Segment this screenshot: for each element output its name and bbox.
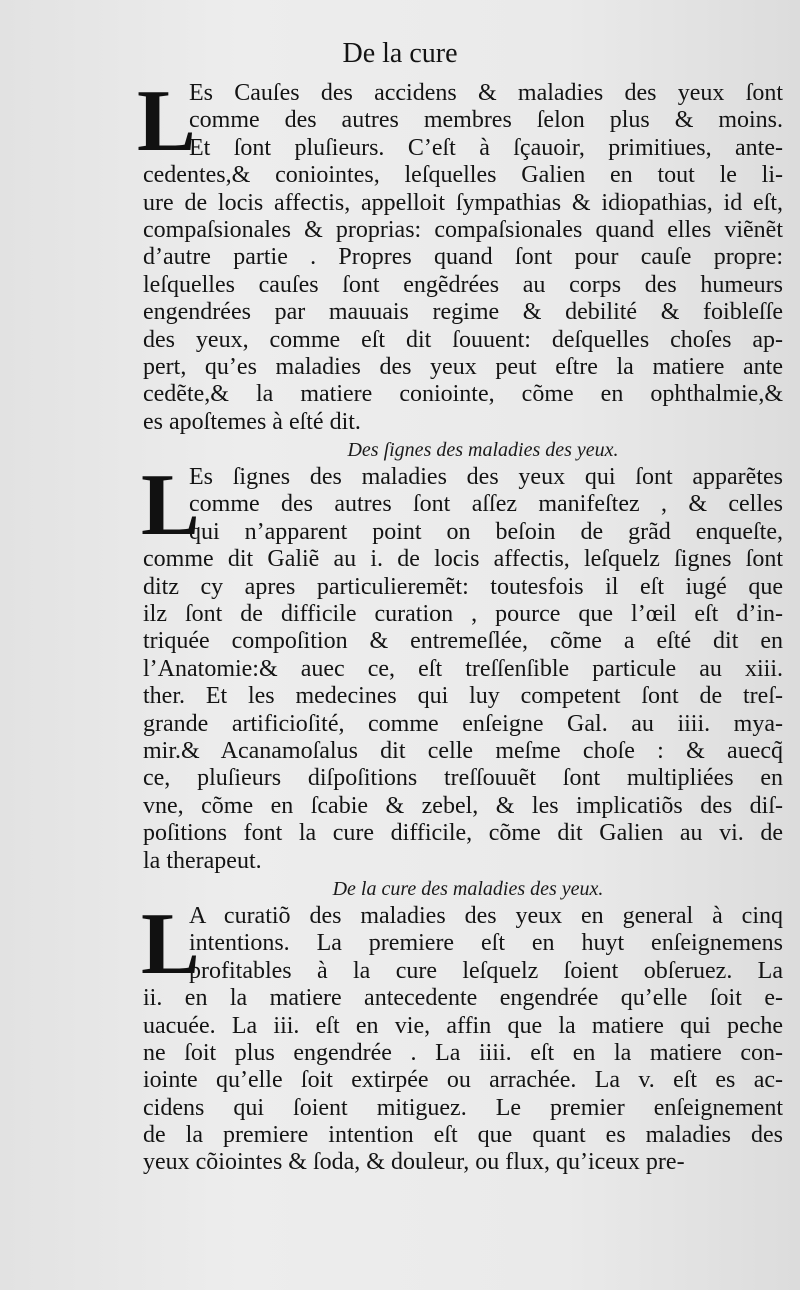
- text-line: Es Cauſes des accidens & maladies des yeux ſont: [189, 80, 783, 106]
- text-line: comme des autres ſont aſſez manifeſtez , & celles: [189, 491, 783, 518]
- text-line: iointe qu’elle ſoit extirpée ou arrachée. La v. eſt es ac-: [143, 1067, 783, 1094]
- text-line: ditz cy apres particulieremẽt: toutesfois il eſt iugé que: [143, 573, 783, 600]
- paragraph-cure: [141, 895, 783, 1177]
- text-line: profitables à la cure leſquelz ſoient obſeruez. La: [189, 957, 783, 984]
- text-line: vne, cõme en ſcabie & zebel, & les implicatiõs des diſ-: [143, 792, 783, 819]
- paragraph-causes: [137, 73, 783, 436]
- text-line: yeux cõiointes & ſoda, & douleur, ou flux, qu’iceux pre-: [143, 1149, 685, 1176]
- drop-cap: L: [141, 895, 200, 993]
- text-line: ne ſoit plus engendrée . La iiii. eſt en la matiere con-: [143, 1039, 783, 1066]
- text-line: ure de locis affectis, appelloit ſympathias & idiopathias, id eſt,: [143, 189, 783, 216]
- text-line: poſitions font la cure difficile, cõme dit Galien au vi. de: [143, 820, 783, 847]
- text-line: comme des autres membres ſelon plus & moins.: [189, 107, 783, 134]
- text-line: intentions. La premiere eſt en huyt enſeignemens: [189, 930, 783, 957]
- text-line: compaſsionales & proprias: compaſsionales quand elles viẽnẽt: [143, 216, 783, 243]
- section-heading: Des ſignes des maladies des yeux.: [347, 439, 619, 462]
- running-head: De la cure: [342, 38, 458, 69]
- section-heading: De la cure des maladies des yeux.: [332, 877, 604, 900]
- page-body: [137, 73, 783, 1177]
- text-line: ce, pluſieurs diſpoſitions treſſouuẽt ſont multipliées en: [143, 765, 783, 792]
- text-line: triquée compoſition & entremeſlée, cõme a eſté dit en: [143, 628, 783, 655]
- text-line: Es ſignes des maladies des yeux qui ſont apparẽtes: [189, 464, 783, 491]
- text-line: engendrées par mauuais regime & debilité & foibleſſe: [143, 299, 783, 326]
- text-line: ther. Et les medecines qui luy competent ſont de treſ-: [143, 683, 783, 710]
- text-line: ilz ſont de difficile curation , pource que l’œil eſt d’in-: [143, 601, 783, 628]
- text-line: cedẽte,& la matiere coniointe, cõme en ophthalmie,&: [143, 381, 783, 408]
- text-line: cidens qui ſoient mitiguez. Le premier enſeignement: [143, 1094, 783, 1121]
- text-line: d’autre partie . Propres quand ſont pour cauſe propre:: [143, 244, 783, 271]
- text-line: mir.& Acanamoſalus dit celle meſme choſe : & auecq̃: [143, 737, 783, 764]
- text-line: des yeux, comme eſt dit ſouuent: deſquelles choſes ap-: [143, 326, 783, 353]
- text-line: pert, qu’es maladies des yeux peut eſtre la matiere ante: [143, 353, 783, 380]
- text-line: grande artificioſité, comme enſeigne Gal. au iiii. mya-: [143, 710, 783, 737]
- text-line: uacuée. La iii. eſt en vie, affin que la matiere qui peche: [143, 1012, 783, 1039]
- text-line: l’Anatomie:& auec ce, eſt treſſenſible particule au xiii.: [143, 655, 783, 682]
- text-line: es apoſtemes à eſté dit.: [143, 408, 361, 435]
- text-line: comme dit Galiẽ au i. de locis affectis, leſquelz ſignes ſont: [143, 546, 783, 573]
- drop-cap: L: [137, 73, 196, 170]
- text-line: de la premiere intention eſt que quant es maladies des: [143, 1122, 783, 1149]
- text-line: qui n’apparent point on beſoin de grãd enqueſte,: [189, 518, 783, 545]
- text-line: ii. en la matiere antecedente engendrée qu’elle ſoit e-: [143, 985, 783, 1012]
- text-line: Et ſont pluſieurs. C’eſt à ſçauoir, primitiues, ante-: [189, 134, 783, 161]
- drop-cap: L: [141, 457, 200, 555]
- text-line: A curatiõ des maladies des yeux en general à cinq: [189, 902, 783, 929]
- text-line: leſquelles cauſes ſont engẽdrées au corps des humeurs: [143, 271, 783, 298]
- paragraph-signes: [141, 457, 783, 875]
- text-line: cedentes,& coniointes, leſquelles Galien en tout le li-: [143, 162, 783, 189]
- text-line: la therapeut.: [143, 847, 262, 874]
